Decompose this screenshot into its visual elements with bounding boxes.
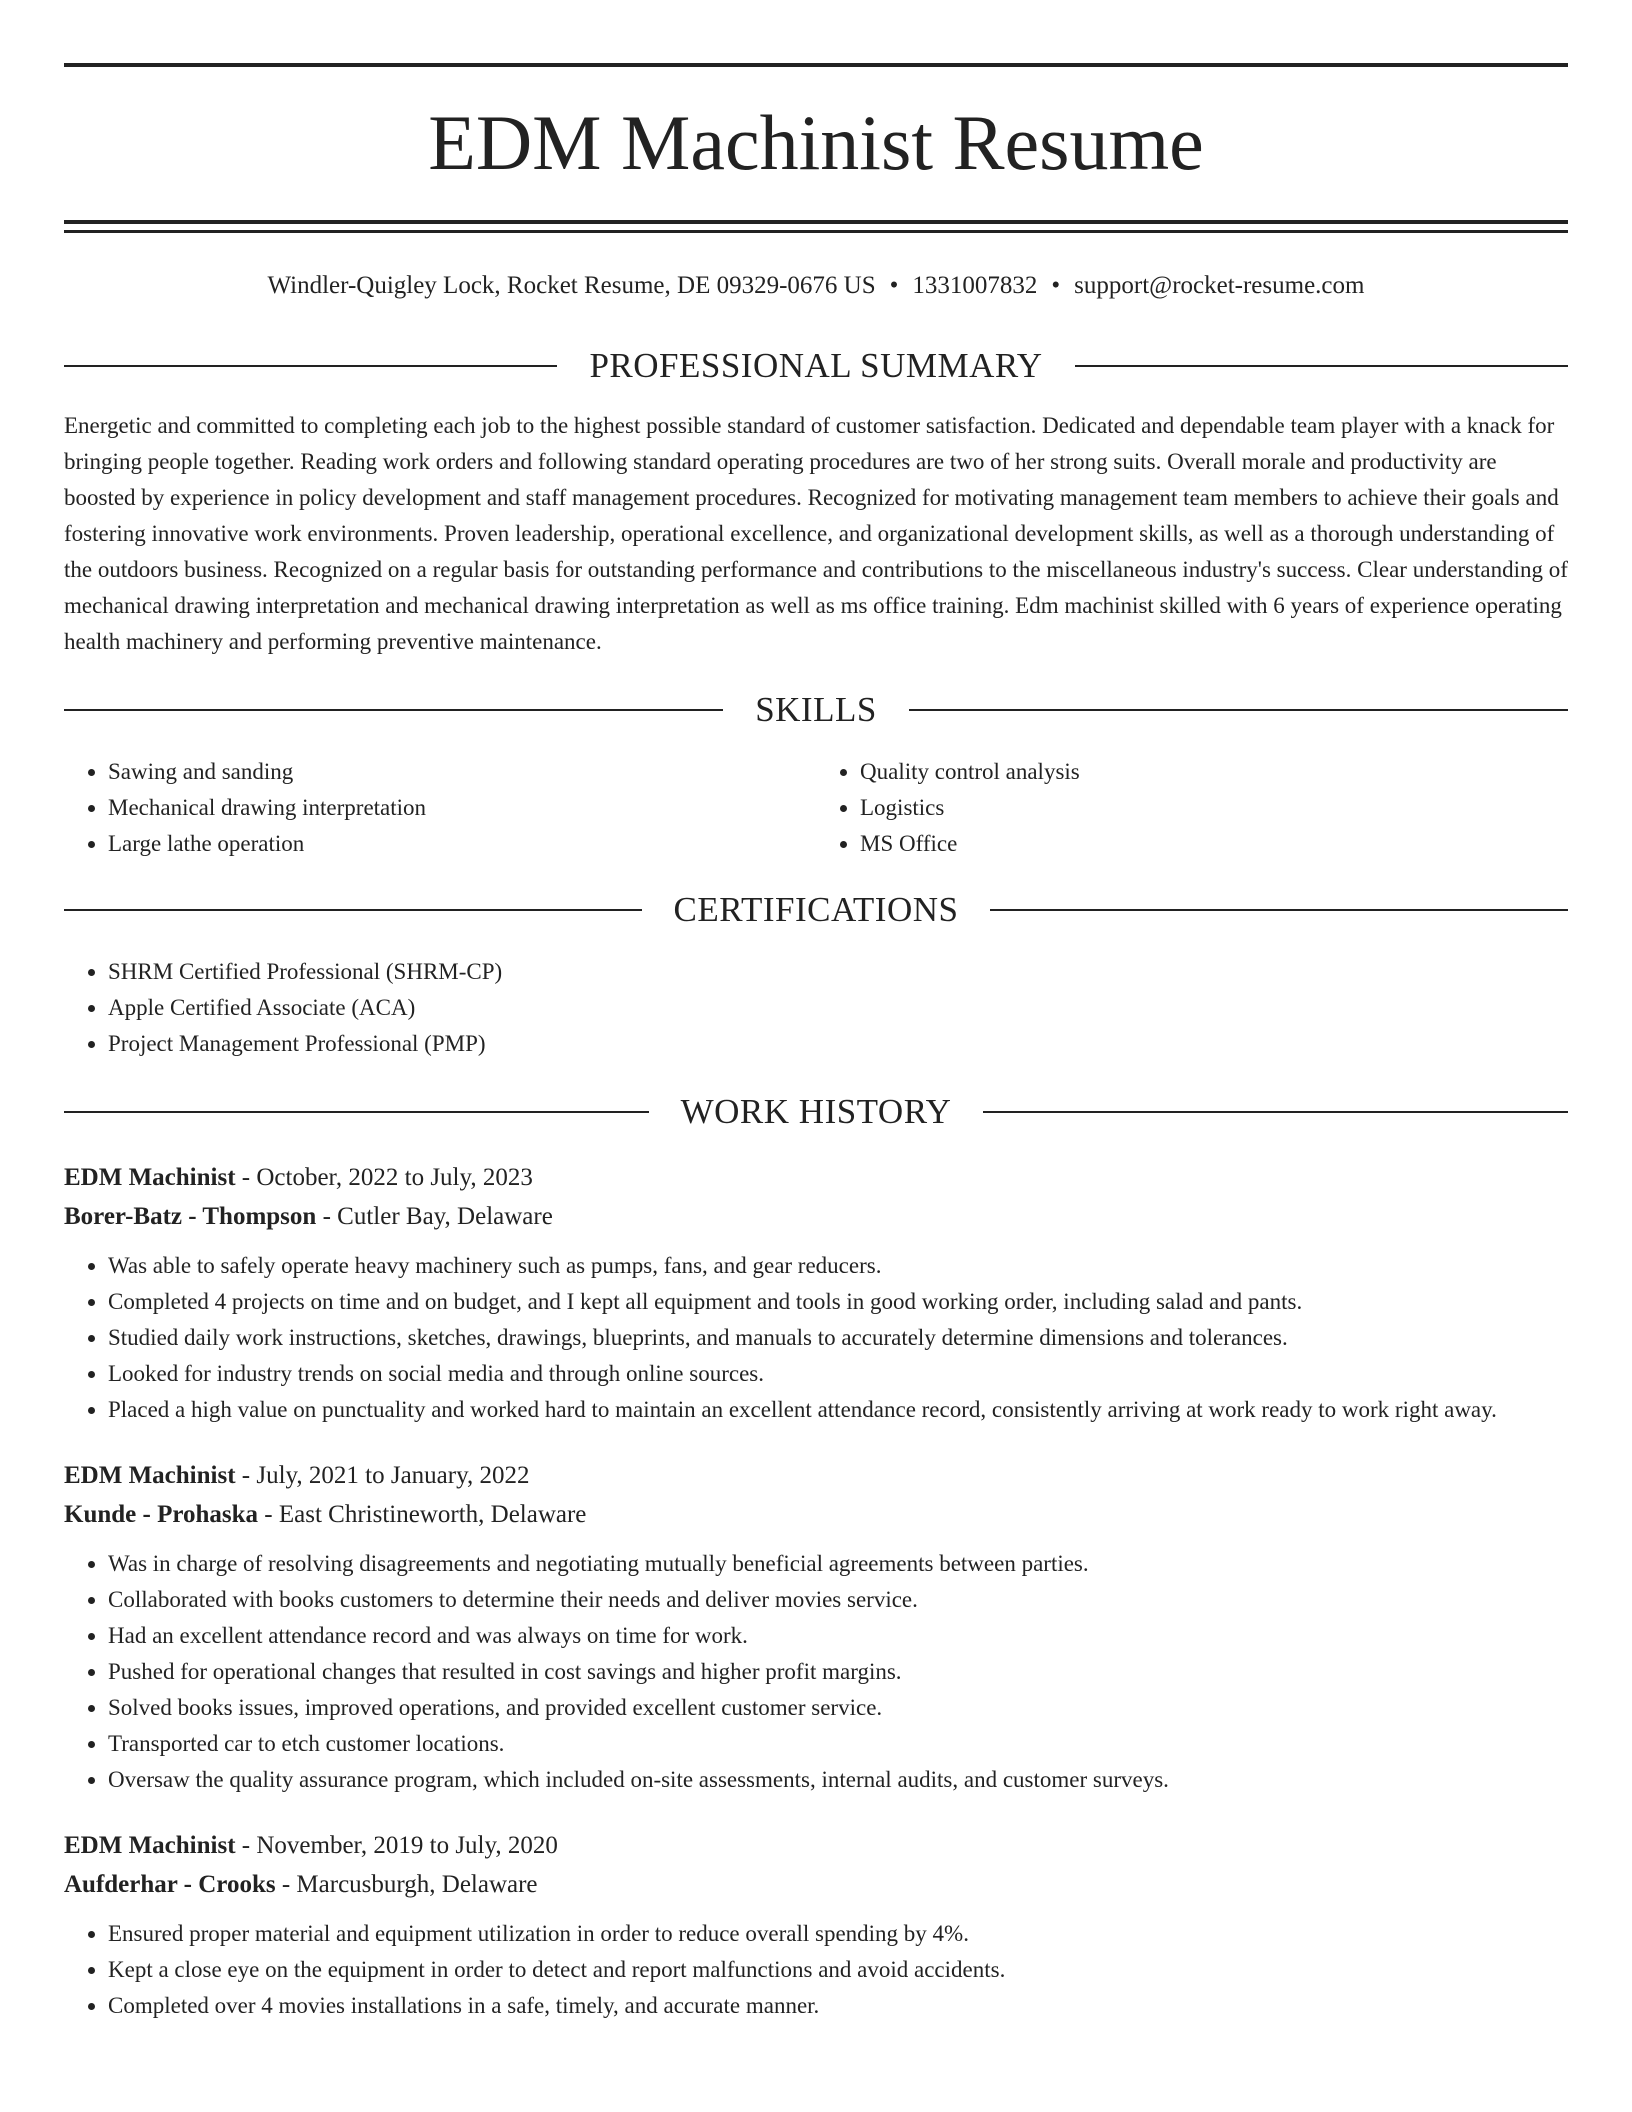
contact-line <box>64 271 1568 301</box>
job-bullet: • Was able to safely operate heavy machinery such as pumps, fans, and gear reducers. <box>108 1248 1568 1284</box>
section-header-work-history <box>64 1092 1568 1132</box>
job-bullet: • Kept a close eye on the equipment in order to detect and report malfunctions and avoid accidents. <box>108 1952 1568 1988</box>
top-rule <box>64 63 1568 67</box>
job-company-line <box>64 1197 1568 1236</box>
job-location: - Marcusburgh, Delaware <box>275 1871 538 1898</box>
divider <box>64 1111 649 1113</box>
skill-item: • Quality control analysis <box>860 754 1568 790</box>
job-dates: - July, 2021 to January, 2022 <box>235 1462 530 1489</box>
job-bullets <box>64 1248 1568 1428</box>
divider <box>64 365 557 367</box>
resume-page <box>64 0 1568 2024</box>
job-bullet: • Was in charge of resolving disagreements and negotiating mutually beneficial agreements between parties. <box>108 1546 1568 1582</box>
job-company-line <box>64 1865 1568 1904</box>
job-title-line <box>64 1456 1568 1495</box>
title-rule-upper <box>64 220 1568 224</box>
job-bullets <box>64 1916 1568 2024</box>
job-bullet: • Completed over 4 movies installations in a safe, timely, and accurate manner. <box>108 1988 1568 2024</box>
divider <box>990 909 1568 911</box>
job-bullet: • Had an excellent attendance record and was always on time for work. <box>108 1618 1568 1654</box>
job-bullet: • Placed a high value on punctuality and worked hard to maintain an excellent attendance record, consistently arriving at work ready to work right away. <box>108 1392 1568 1428</box>
job-entry <box>64 1158 1568 1428</box>
skill-item: • Sawing and sanding <box>108 754 816 790</box>
contact-address: Windler-Quigley Lock, Rocket Resume, DE 09329-0676 US <box>267 272 876 299</box>
divider <box>983 1111 1568 1113</box>
skills-list-right <box>816 754 1568 862</box>
section-title: SKILLS <box>755 690 877 729</box>
job-bullet: • Pushed for operational changes that resulted in cost savings and higher profit margins. <box>108 1654 1568 1690</box>
contact-phone: 1331007832 <box>912 272 1038 299</box>
contact-email[interactable]: support@rocket-resume.com <box>1074 272 1365 299</box>
section-header-skills <box>64 690 1568 730</box>
job-location: - East Christineworth, Delaware <box>258 1501 587 1528</box>
divider <box>909 709 1568 711</box>
section-header-summary <box>64 346 1568 386</box>
section-title: PROFESSIONAL SUMMARY <box>589 346 1043 385</box>
section-header-certifications <box>64 890 1568 930</box>
job-dates: - October, 2022 to July, 2023 <box>235 1164 533 1191</box>
job-title: EDM Machinist <box>64 1164 236 1191</box>
job-company-line <box>64 1495 1568 1534</box>
skill-item: • Large lathe operation <box>108 826 816 862</box>
job-company: Kunde - Prohaska <box>64 1501 259 1528</box>
job-bullet: • Looked for industry trends on social media and through online sources. <box>108 1356 1568 1392</box>
page-title: EDM Machinist Resume <box>428 99 1204 186</box>
job-title-line <box>64 1158 1568 1197</box>
job-bullet: • Studied daily work instructions, sketches, drawings, blueprints, and manuals to accurately determine dimensions and tolerances. <box>108 1320 1568 1356</box>
job-company: Aufderhar - Crooks <box>64 1871 276 1898</box>
contact-separator: • <box>1051 272 1061 299</box>
divider <box>64 709 723 711</box>
job-title-line <box>64 1826 1568 1865</box>
job-bullet: • Ensured proper material and equipment utilization in order to reduce overall spending by 4%. <box>108 1916 1568 1952</box>
job-bullet: • Transported car to etch customer locations. <box>108 1726 1568 1762</box>
job-title: EDM Machinist <box>64 1462 236 1489</box>
certification-item: • Project Management Professional (PMP) <box>108 1026 1568 1062</box>
summary-text: Energetic and committed to completing each job to the highest possible standard of customer satisfaction. Dedicated and dependable team player with a knack for bringing people together. Reading work orders and following standard operating procedures are two of her strong suits. Overall morale and productivity are boosted by experience in policy development and staff management procedures. Recognized for motivating management team members to achieve their goals and fostering innovative work environments. Proven leadership, operational excellence, and organizational development skills, as well as a thorough understanding of the outdoors business. Recognized on a regular basis for outstanding performance and contributions to the miscellaneous industry's success. Clear understanding of mechanical drawing interpretation and mechanical drawing interpretation as well as ms office training. Edm machinist skilled with 6 years of experience operating health machinery and performing preventive maintenance. <box>64 413 1568 654</box>
contact-separator: • <box>889 272 899 299</box>
job-title: EDM Machinist <box>64 1832 236 1859</box>
skill-item: • Logistics <box>860 790 1568 826</box>
job-location: - Cutler Bay, Delaware <box>316 1203 553 1230</box>
skill-item: • MS Office <box>860 826 1568 862</box>
certification-item: • SHRM Certified Professional (SHRM-CP) <box>108 954 1568 990</box>
certifications-list <box>64 954 1568 1062</box>
skill-item: • Mechanical drawing interpretation <box>108 790 816 826</box>
skills-list-left <box>64 754 816 862</box>
divider <box>64 909 642 911</box>
job-dates: - November, 2019 to July, 2020 <box>235 1832 558 1859</box>
job-bullet: • Oversaw the quality assurance program, which included on-site assessments, internal audits, and customer surveys. <box>108 1762 1568 1798</box>
job-entry <box>64 1456 1568 1798</box>
job-company: Borer-Batz - Thompson <box>64 1203 317 1230</box>
job-bullet: • Collaborated with books customers to determine their needs and deliver movies service. <box>108 1582 1568 1618</box>
skills-columns <box>64 754 1568 862</box>
job-bullet: • Solved books issues, improved operations, and provided excellent customer service. <box>108 1690 1568 1726</box>
job-bullets <box>64 1546 1568 1798</box>
section-title: WORK HISTORY <box>680 1092 952 1131</box>
job-bullet: • Completed 4 projects on time and on budget, and I kept all equipment and tools in good working order, including salad and pants. <box>108 1284 1568 1320</box>
job-entry <box>64 1826 1568 2024</box>
certification-item: • Apple Certified Associate (ACA) <box>108 990 1568 1026</box>
section-title: CERTIFICATIONS <box>673 890 959 929</box>
divider <box>1075 365 1568 367</box>
title-rule-lower <box>64 230 1568 233</box>
